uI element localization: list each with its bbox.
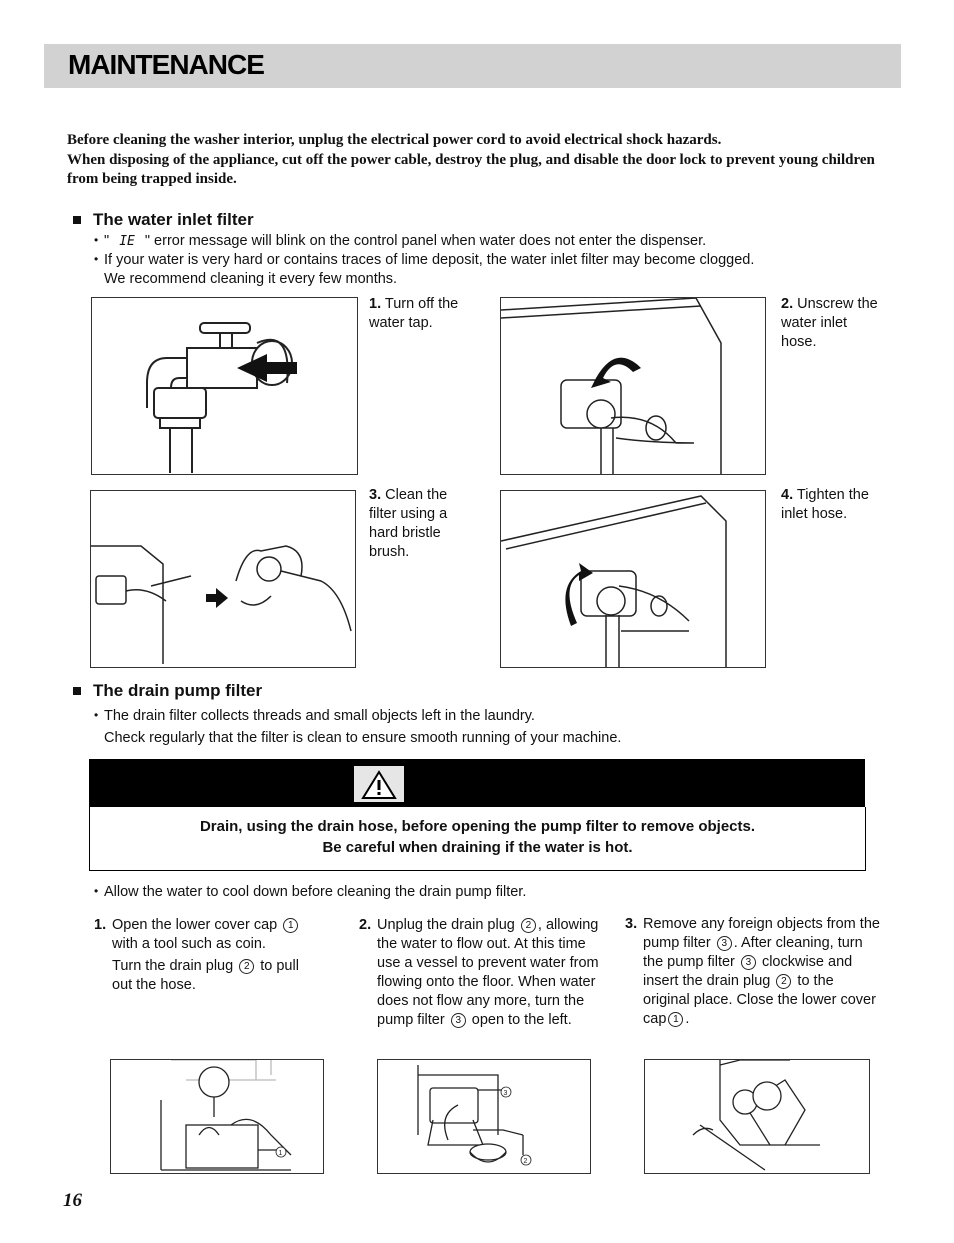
drain-filter-heading	[73, 681, 262, 701]
square-bullet-icon	[73, 687, 81, 695]
section-header-band	[44, 44, 901, 88]
drain-filter-heading-text: The drain pump filter	[93, 681, 263, 700]
figure-marker-1: 1	[278, 1150, 283, 1157]
marker-1: 1	[668, 1012, 683, 1027]
drain-step-2: 2. Unplug the drain plug 2 , allowing the water to flow out. At this time use a vessel to prevent water from flowing onto the floor. When water does not flow any more, turn the pump filter 3 open to the left.	[359, 917, 599, 1028]
figure-clean-filter	[90, 490, 356, 668]
warning-banner	[89, 759, 865, 807]
unscrew-hose-illustration	[501, 298, 765, 474]
warning-line-1: Drain, using the drain hose, before opening the pump filter to remove objects.	[199, 818, 756, 835]
marker-3: 3	[717, 936, 732, 951]
drain-bullet-1: • The drain filter collects threads and small objects left in the laundry. Check regularly that the filter is clean to ensure smooth running of your machine.	[94, 705, 894, 749]
inlet-filter-heading-text: The water inlet filter	[93, 210, 254, 229]
inlet-step-4: 4. Tighten the inlet hose.	[781, 487, 869, 522]
figure-turn-off-tap	[91, 297, 358, 475]
marker-2: 2	[521, 918, 536, 933]
drain-step-3: 3. Remove any foreign objects from the pump filter 3 . After cleaning, turn the pump filter 3 clockwise and insert the drain plug 2 to the original place. Close the lower cover cap 1 .	[625, 916, 880, 1027]
inlet-step-1: 1. Turn off the water tap.	[369, 296, 459, 331]
reassemble-filter-illustration	[645, 1060, 869, 1173]
drain-filter-notes	[94, 705, 894, 749]
figure-marker-2: 2	[523, 1158, 528, 1165]
drain-bullet-2: • Allow the water to cool down before cleaning the drain pump filter.	[94, 883, 894, 902]
exclamation-triangle-icon	[354, 766, 404, 802]
marker-2: 2	[776, 974, 791, 989]
right-arrow-icon	[206, 588, 228, 608]
clean-filter-illustration	[91, 491, 355, 667]
intro-line-2: When disposing of the appliance, cut off the power cable, destroy the plug, and disable the door lock to prevent young children from being trapped inside.	[67, 151, 875, 187]
marker-2: 2	[239, 959, 254, 974]
figure-reassemble-filter	[644, 1059, 870, 1174]
error-code-display: IE	[119, 234, 135, 249]
marker-3: 3	[451, 1013, 466, 1028]
figure-tighten-hose	[500, 490, 766, 668]
marker-1: 1	[283, 918, 298, 933]
warning-line-2: Be careful when draining if the water is hot.	[322, 838, 633, 856]
inlet-bullet-1: • " IE " error message will blink on the control panel when water does not enter the dispenser.	[94, 232, 894, 251]
inlet-step-3: 3. Clean the filter using a hard bristle brush.	[369, 487, 448, 560]
inlet-step-2: 2. Unscrew the water inlet hose.	[781, 296, 878, 350]
inlet-bullet-2: • If your water is very hard or contains traces of lime deposit, the water inlet filter may become clogged. We recommend cleaning it every few months.	[94, 251, 894, 289]
drain-bullet-2-wrap	[94, 883, 894, 902]
figure-open-cover-cap	[110, 1059, 324, 1174]
inlet-filter-heading	[73, 210, 254, 230]
figure-unscrew-hose	[500, 297, 766, 475]
figure-unplug-drain	[377, 1059, 591, 1174]
tighten-hose-illustration	[501, 491, 765, 667]
page-title: MAINTENANCE	[68, 49, 264, 80]
warning-message	[89, 807, 866, 871]
unplug-drain-illustration	[378, 1060, 590, 1173]
inlet-filter-notes	[94, 232, 894, 289]
open-cover-cap-illustration	[111, 1060, 323, 1173]
figure-marker-3: 3	[503, 1090, 508, 1097]
safety-intro	[67, 131, 887, 190]
square-bullet-icon	[73, 216, 81, 224]
tap-illustration	[92, 298, 357, 474]
page-number: 16	[63, 1190, 82, 1211]
intro-line-1: Before cleaning the washer interior, unplug the electrical power cord to avoid electrical shock hazards.	[67, 132, 722, 148]
drain-step-1: 1. Open the lower cover cap 1 with a tool such as coin. Turn the drain plug 2 to pull out the hose.	[94, 917, 299, 993]
marker-3: 3	[741, 955, 756, 970]
